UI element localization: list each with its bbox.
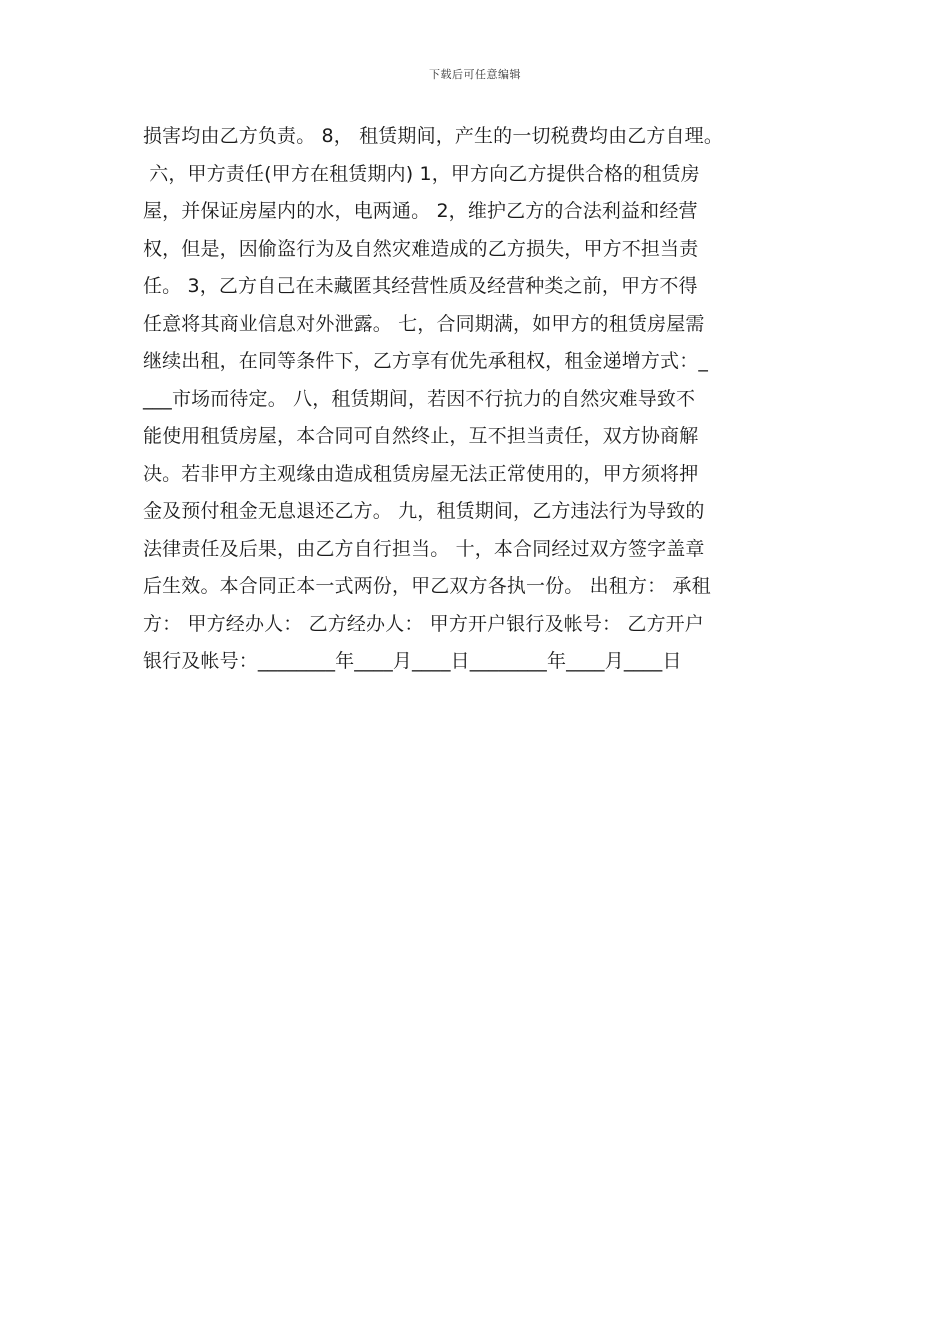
- text-line: 六，甲方责任(甲方在租赁期内) 1，甲方向乙方提供合格的租赁房: [143, 162, 700, 185]
- text-line: 后生效。本合同正本一式两份，甲乙双方各执一份。 出租方： 承租: [143, 575, 711, 597]
- page-header-note: 下载后可任意编辑: [429, 68, 521, 81]
- text-line: 任意将其商业信息对外泄露。 七，合同期满，如甲方的租赁房屋需: [143, 312, 705, 335]
- text-line: 方： 甲方经办人： 乙方经办人： 甲方开户银行及帐号： 乙方开户: [143, 612, 704, 635]
- text-line: 权，但是，因偷盗行为及自然灾难造成的乙方损失，甲方不担当责: [143, 237, 699, 260]
- text-line: 金及预付租金无息退还乙方。 九，租赁期间，乙方违法行为导致的: [143, 500, 705, 522]
- text-line: 能使用租赁房屋，本合同可自然终止，互不担当责任，双方协商解: [143, 425, 699, 447]
- text-line: 继续出租，在同等条件下，乙方享有优先承租权，租金递增方式：_: [143, 350, 709, 372]
- text-line: 决。若非甲方主观缘由造成租赁房屋无法正常使用的，甲方须将押: [143, 462, 699, 485]
- text-line: ___市场而待定。 八，租赁期间，若因不行抗力的自然灾难导致不: [143, 387, 696, 410]
- text-line: 屋，并保证房屋内的水，电两通。 2，维护乙方的合法利益和经营: [143, 200, 698, 222]
- signature-date-line: 银行及帐号：________年____月____日________年____月____日: [143, 650, 682, 672]
- text-line: 法律责任及后果，由乙方自行担当。 十，本合同经过双方签字盖章: [143, 537, 705, 560]
- text-line: 任。 3，乙方自己在未藏匿其经营性质及经营种类之前，甲方不得: [143, 275, 698, 297]
- contract-body: [143, 118, 807, 681]
- text-line: 损害均由乙方负责。 8， 租赁期间，产生的一切税费均由乙方自理。: [143, 125, 723, 147]
